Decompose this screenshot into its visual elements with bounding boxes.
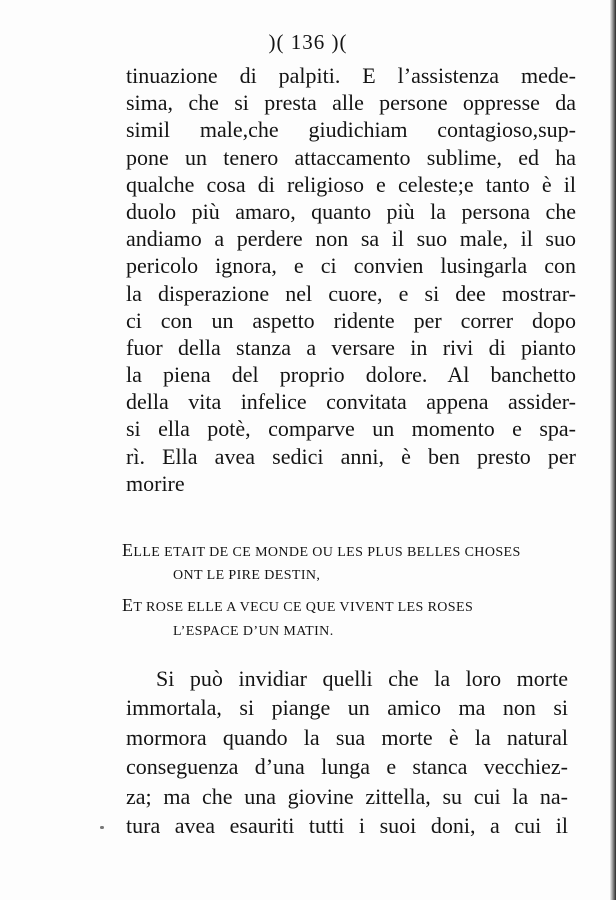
text-line: conseguenza d’una lunga e stanca vecchiez- — [126, 754, 568, 780]
text-line: simil male,che giudichiam contagioso,sup- — [126, 117, 576, 143]
verse-text: LLE ETAIT DE CE MONDE OU LES PLUS BELLES CHOSES — [133, 545, 521, 560]
text-line: immortala, si piange un amico ma non si — [126, 695, 568, 721]
page-number: )( 136 )( — [268, 30, 348, 54]
verse-initial: E — [122, 540, 134, 560]
text-line: tinuazione di palpiti. E l’assistenza mede- — [126, 63, 576, 88]
text-line: Si può invidiar quelli che la loro morte — [156, 666, 568, 691]
text-line: sima, che si presta alle persone oppresse da — [126, 90, 576, 116]
text-line: della vita infelice convitata appena assider- — [126, 389, 576, 415]
text-line: morire — [126, 470, 185, 496]
text-line: ci con un aspetto ridente per correr dopo — [126, 307, 576, 333]
verse-text: T ROSE ELLE A VECU CE QUE VIVENT LES ROSES — [133, 600, 474, 615]
text-line: tura avea esauriti tutti i suoi doni, a cui il — [126, 812, 568, 838]
text-line: pone un tenero attaccamento sublime, ed ha — [126, 144, 576, 170]
ink-speck — [100, 826, 104, 829]
text-line: za; ma che una giovine zittella, su cui la na- — [126, 783, 568, 809]
verse-line-4: L’ESPACE D’UN MATIN. — [173, 624, 334, 639]
text-line: pericolo ignora, e ci convien lusingarla con — [126, 253, 576, 279]
paragraph-2 — [126, 664, 568, 840]
verse-initial: E — [122, 595, 134, 615]
text-line: fuor della stanza a versare in rivi di pianto — [126, 334, 576, 360]
text-line: andiamo a perdere non sa il suo male, il suo — [126, 226, 576, 252]
text-line: la disperazione nel cuore, e si dee mostrar- — [126, 280, 576, 306]
page-edge-shadow — [610, 0, 616, 900]
text-line: rì. Ella avea sedici anni, è ben presto per — [126, 443, 576, 469]
verse-line-1 — [122, 540, 616, 561]
text-line: mormora quando la sua morte è la natural — [126, 724, 568, 750]
text-line: qualche cosa di religioso e celeste;e tanto è il — [126, 171, 576, 197]
paragraph-1 — [126, 62, 576, 497]
text-line: duolo più amaro, quanto più la persona che — [126, 198, 576, 224]
text-line: si ella potè, comparve un momento e spa- — [126, 416, 576, 442]
text-line: la piena del proprio dolore. Al banchetto — [126, 362, 576, 388]
verse-line-3 — [122, 595, 616, 616]
verse-line-2: ONT LE PIRE DESTIN, — [173, 568, 321, 583]
